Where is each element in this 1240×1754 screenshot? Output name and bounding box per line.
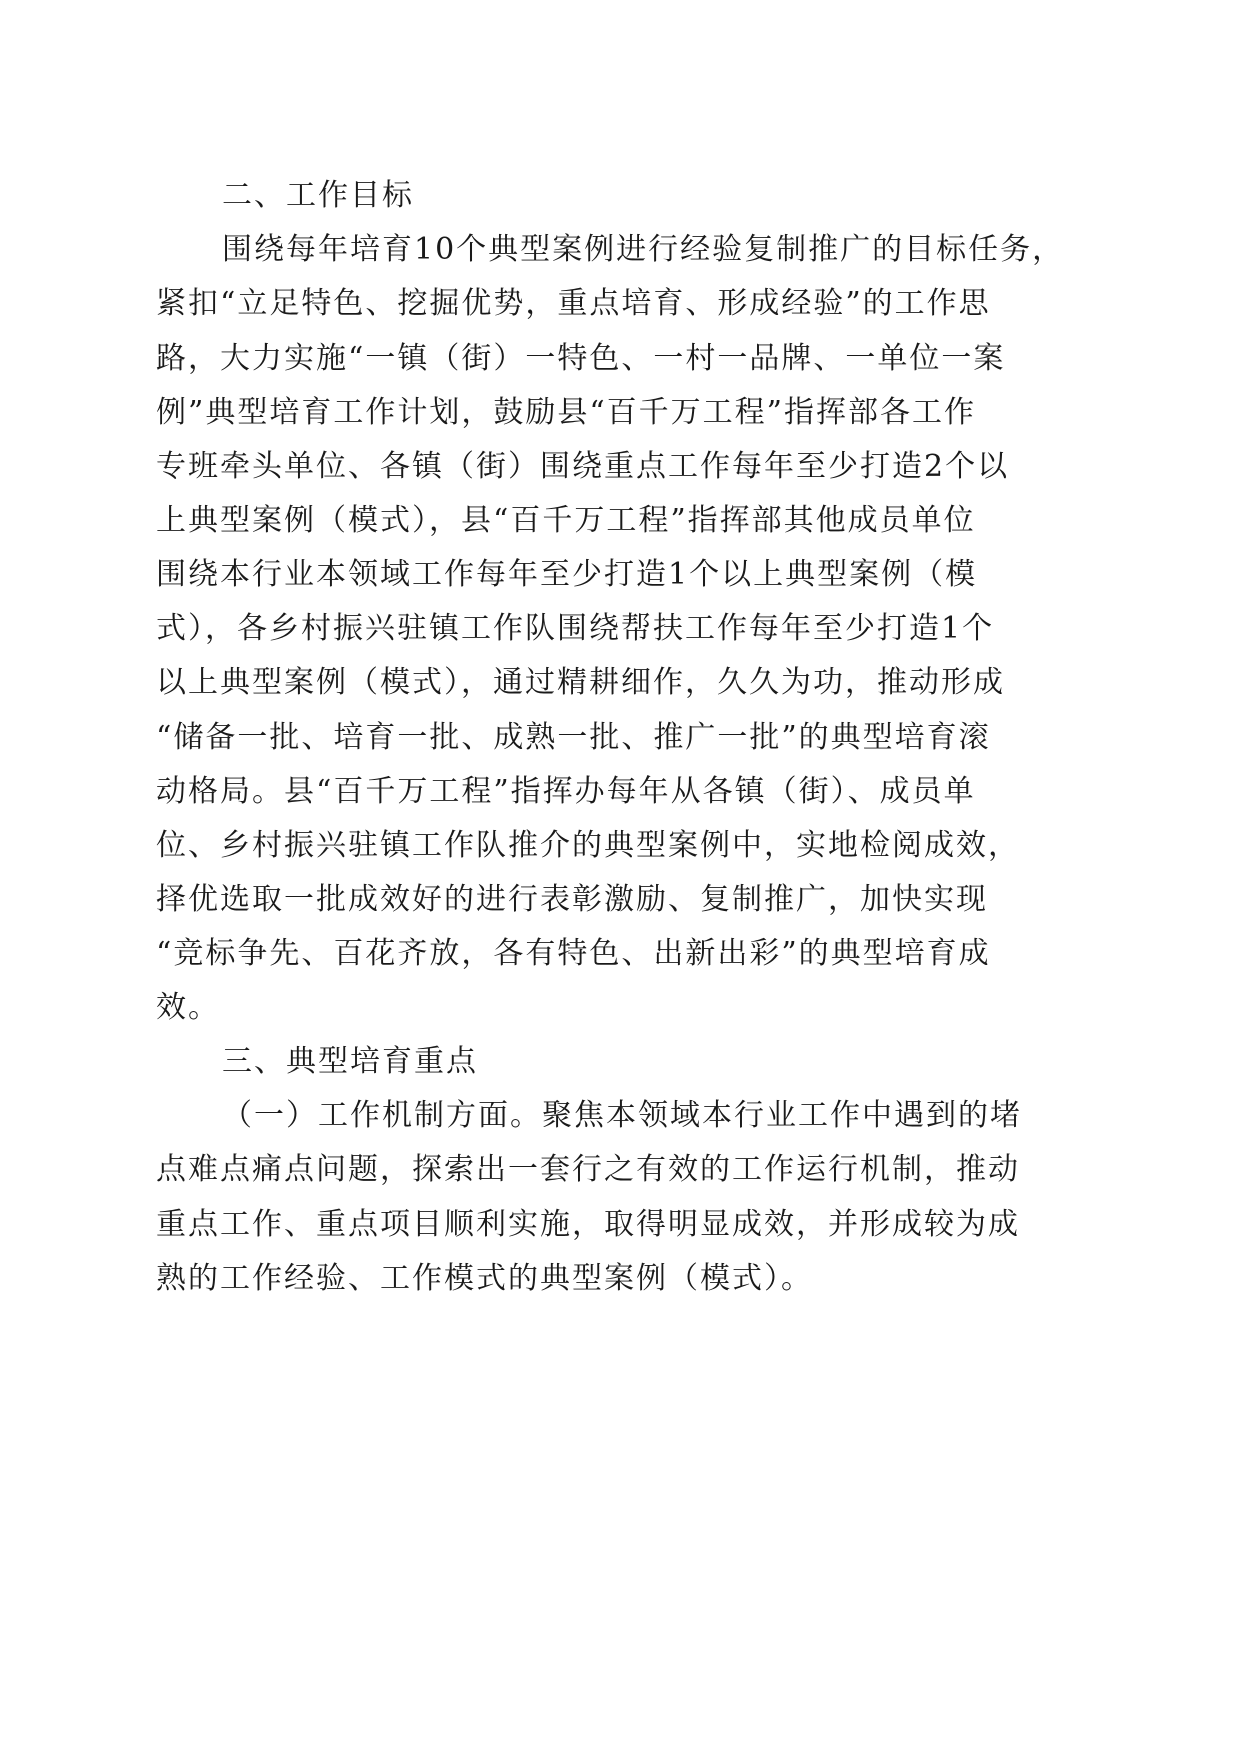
paragraph-line: 熟的工作经验、工作模式的典型案例（模式）。 [156,1261,813,1296]
paragraph-line: 上典型案例（模式），县“百千万工程”指挥部其他成员单位 [156,503,976,538]
paragraph-line: 动格局。县“百千万工程”指挥办每年从各镇（街）、成员单 [156,774,976,809]
paragraph-line: 式），各乡村振兴驻镇工作队围绕帮扶工作每年至少打造1个 [156,611,995,646]
paragraph-line: 重点工作、重点项目顺利实施，取得明显成效，并形成较为成 [156,1207,1020,1242]
paragraph-line: 专班牵头单位、各镇（街）围绕重点工作每年至少打造2个以 [156,449,1010,484]
paragraph-line: 例”典型培育工作计划，鼓励县“百千万工程”指挥部各工作 [156,395,977,430]
section-heading: 二、工作目标 [222,178,414,213]
paragraph-line: “竞标争先、百花齐放，各有特色、出新出彩”的典型培育成 [156,936,991,971]
paragraph-line: 点难点痛点问题，探索出一套行之有效的工作运行机制，推动 [156,1152,1020,1187]
paragraph-line: 择优选取一批成效好的进行表彰激励、复制推广，加快实现 [156,882,988,917]
paragraph-line: 紧扣“立足特色、挖掘优势，重点培育、形成经验”的工作思 [156,286,991,321]
paragraph-line: 路，大力实施“一镇（街）一特色、一村一品牌、一单位一案 [156,341,1006,376]
paragraph-line: 位、乡村振兴驻镇工作队推介的典型案例中，实地检阅成效， [156,828,1020,863]
paragraph-line: 围绕本行业本领域工作每年至少打造1个以上典型案例（模 [156,557,978,592]
section-heading: 三、典型培育重点 [222,1044,478,1079]
paragraph-line: 围绕每年培育10个典型案例进行经验复制推广的目标任务， [222,232,1065,267]
paragraph-line: 效。 [156,990,220,1025]
paragraph-line: “储备一批、培育一批、成熟一批、推广一批”的典型培育滚 [156,720,991,755]
paragraph-line: （一）工作机制方面。聚焦本领域本行业工作中遇到的堵 [222,1098,1022,1133]
paragraph-line: 以上典型案例（模式），通过精耕细作，久久为功，推动形成 [156,665,1005,700]
